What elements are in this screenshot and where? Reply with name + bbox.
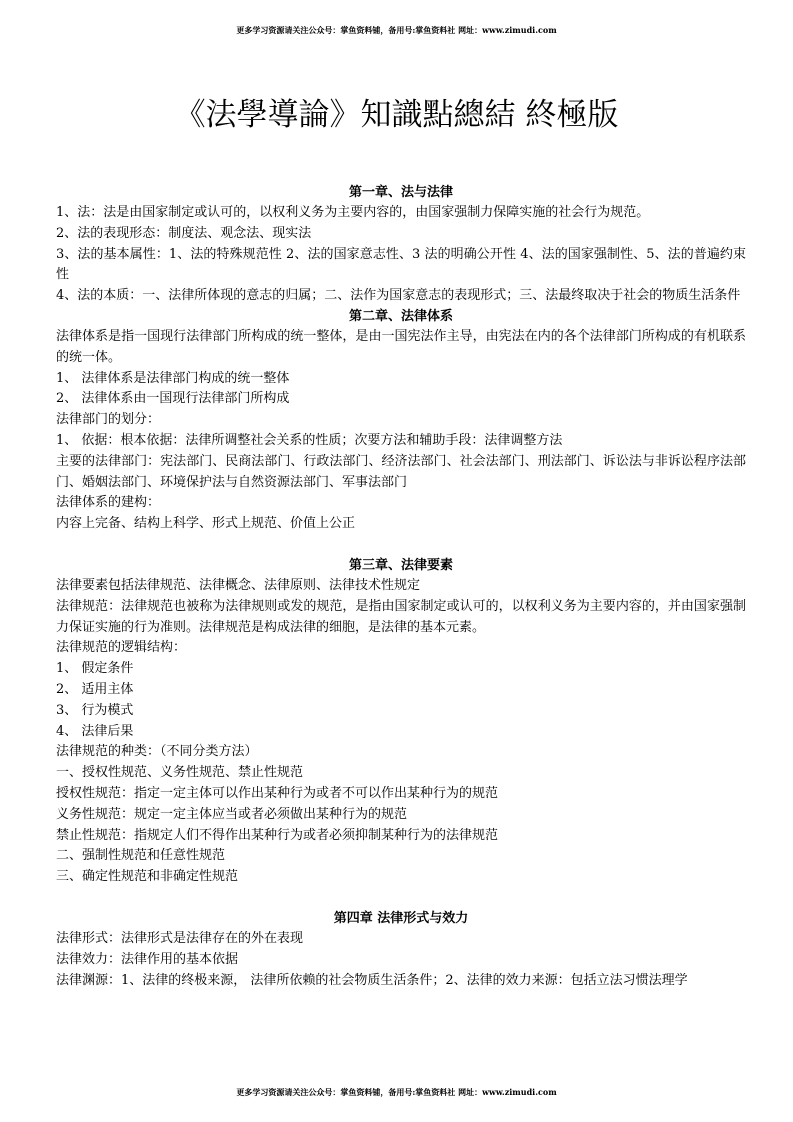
- section-title: 第四章 法律形式与效力: [333, 910, 469, 926]
- section-spacer: [56, 888, 746, 909]
- paragraph: 1、 假定条件: [56, 661, 134, 677]
- paragraph: 一、授权性规范、义务性规范、禁止性规范: [56, 765, 304, 781]
- section-chapter-4: [56, 909, 746, 991]
- document-title: 《法學導論》知識點總結 終極版: [174, 97, 619, 133]
- paragraph: 法律规范：法律规范也被称为法律规则或发的规范，是指由国家制定或认可的，以权利义务为主要内容的，并由国家强制力保证实施的行为准则。法律规范是构成法律的细胞，是法律的基本元素。: [56, 598, 746, 635]
- paragraph: 4、 法律后果: [56, 723, 134, 739]
- section-chapter-2: [56, 307, 746, 535]
- paragraph: 2、法的表现形态：制度法、观念法、现实法: [56, 225, 312, 241]
- section-title: 第二章、法律体系: [348, 308, 453, 324]
- paragraph: 法律要素包括法律规范、法律概念、法律原则、法律技术性规定: [56, 577, 421, 593]
- paragraph: 法律规范的种类：（不同分类方法）: [56, 744, 258, 760]
- paragraph: 1、 依据：根本依据：法律所调整社会关系的性质；次要方法和辅助手段：法律调整方法: [56, 432, 563, 448]
- paragraph: 法律形式：法律形式是法律存在的外在表现: [56, 930, 304, 946]
- paragraph: 法律体系是指一国现行法律部门所构成的统一整体，是由一国宪法作主导，由宪法在内的各个法律部门所构成的有机联系的统一体。: [56, 328, 746, 365]
- paragraph: 4、法的本质：一、法律所体现的意志的归属；二、法作为国家意志的表现形式；三、法最终取决于社会的物质生活条件: [56, 288, 741, 304]
- paragraph: 法律渊源：1、法律的终极来源， 法律所依赖的社会物质生活条件；2、法律的效力来源：包括立法习惯法理学: [56, 972, 688, 988]
- paragraph: 3、 行为模式: [56, 702, 134, 718]
- paragraph: 二、强制性规范和任意性规范: [56, 848, 226, 864]
- paragraph: 授权性规范：指定一定主体可以作出某种行为或者不可以作出某种行为的规范: [56, 785, 499, 801]
- section-chapter-3: [56, 556, 746, 888]
- paragraph: 2、 适用主体: [56, 681, 134, 697]
- paragraph: 法律规范的逻辑结构：: [56, 640, 187, 656]
- paragraph: 3、法的基本属性：1、法的特殊规范性 2、法的国家意志性、3 法的明确公开性 4、法的国家强制性、5、法的普遍约束性: [56, 246, 746, 283]
- section-title: 第三章、法律要素: [348, 557, 453, 573]
- page-footer: 更多学习资源请关注公众号：掌鱼资料铺，备用号:掌鱼资料社 网址：www.zimudi.com: [236, 1087, 557, 1097]
- page-header: 更多学习资源请关注公众号：掌鱼资料铺，备用号:掌鱼资料社 网址：www.zimudi.com: [236, 25, 557, 35]
- paragraph: 义务性规范：规定一定主体应当或者必须做出某种行为的规范: [56, 806, 408, 822]
- paragraph: 1、法：法是由国家制定或认可的，以权利义务为主要内容的，由国家强制力保障实施的社会行为规范。: [56, 205, 650, 220]
- paragraph: 主要的法律部门：宪法部门、民商法部门、行政法部门、经济法部门、社会法部门、刑法部门、诉讼法与非诉讼程序法部门、婚姻法部门、环境保护法与自然资源法部门、军事法部门: [56, 453, 746, 490]
- paragraph: 1、 法律体系是法律部门构成的统一整体: [56, 370, 290, 386]
- paragraph: 2、 法律体系由一国现行法律部门所构成: [56, 391, 290, 407]
- document-body: [56, 183, 746, 991]
- section-title: 第一章、法与法律: [348, 185, 453, 200]
- section-spacer: [56, 535, 746, 556]
- paragraph: 法律体系的建构：: [56, 495, 161, 511]
- paragraph: 法律部门的划分：: [56, 412, 161, 428]
- paragraph: 法律效力：法律作用的基本依据: [56, 951, 239, 967]
- section-chapter-1: [56, 183, 746, 307]
- paragraph: 禁止性规范：指规定人们不得作出某种行为或者必须抑制某种行为的法律规范: [56, 827, 499, 843]
- paragraph: 内容上完备、结构上科学、形式上规范、价值上公正: [56, 516, 356, 532]
- paragraph: 三、确定性规范和非确定性规范: [56, 869, 239, 885]
